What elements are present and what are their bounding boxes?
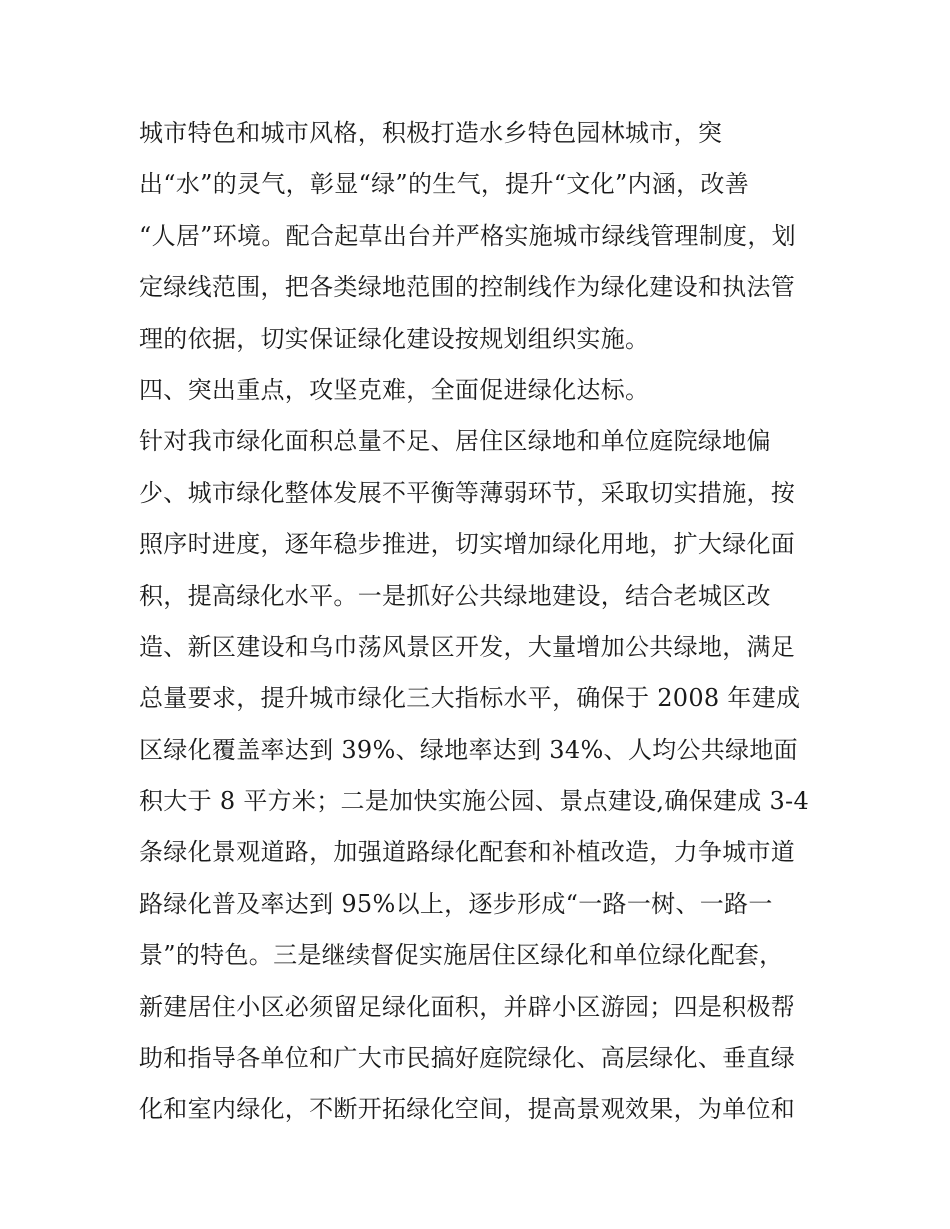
text-line: 景”的特色。三是继续督促实施居住区绿化和单位绿化配套， <box>139 941 784 970</box>
text-line: 新建居住小区必须留足绿化面积，并辟小区游园；四是积极帮 <box>139 992 796 1021</box>
text-line: 城市特色和城市风格，积极打造水乡特色园林城市，突 <box>139 119 723 147</box>
text-line: 总量要求，提升城市绿化三大指标水平，确保于 2008 年建成 <box>139 684 801 713</box>
text-line: 路绿化普及率达到 95%以上，逐步形成“一路一树、一路一 <box>139 889 773 918</box>
text-line: 出“水”的灵气，彰显“绿”的生气，提升“文化”内涵，改善 <box>139 170 750 199</box>
section-heading: 四、突出重点，攻坚克难，全面促进绿化达标。 <box>139 375 650 404</box>
text-line: 积大于 8 平方米；二是加快实施公园、景点建设,确保建成 3-4 <box>139 787 810 816</box>
text-line: 理的依据，切实保证绿化建设按规划组织实施。 <box>139 324 650 353</box>
text-line: 积，提高绿化水平。一是抓好公共绿地建设，结合老城区改 <box>139 581 771 610</box>
text-line: 少、城市绿化整体发展不平衡等薄弱环节，采取切实措施，按 <box>139 478 796 507</box>
text-line: 针对我市绿化面积总量不足、居住区绿地和单位庭院绿地偏 <box>139 427 771 456</box>
text-line: 助和指导各单位和广大市民搞好庭院绿化、高层绿化、垂直绿 <box>139 1044 796 1073</box>
text-line: “人居”环境。配合起草出台并严格实施城市绿线管理制度，划 <box>139 221 796 250</box>
text-line: 照序时进度，逐年稳步推进，切实增加绿化用地，扩大绿化面 <box>139 530 796 559</box>
text-line: 定绿线范围，把各类绿地范围的控制线作为绿化建设和执法管 <box>139 273 796 302</box>
text-line: 区绿化覆盖率达到 39%、绿地率达到 34%、人均公共绿地面 <box>139 735 798 764</box>
text-line: 造、新区建设和乌巾荡风景区开发，大量增加公共绿地，满足 <box>139 632 796 661</box>
text-line: 化和室内绿化，不断开拓绿化空间，提高景观效果，为单位和 <box>139 1095 796 1124</box>
body-text <box>139 108 829 1136</box>
text-line: 条绿化景观道路，加强道路绿化配套和补植改造，力争城市道 <box>139 838 796 867</box>
